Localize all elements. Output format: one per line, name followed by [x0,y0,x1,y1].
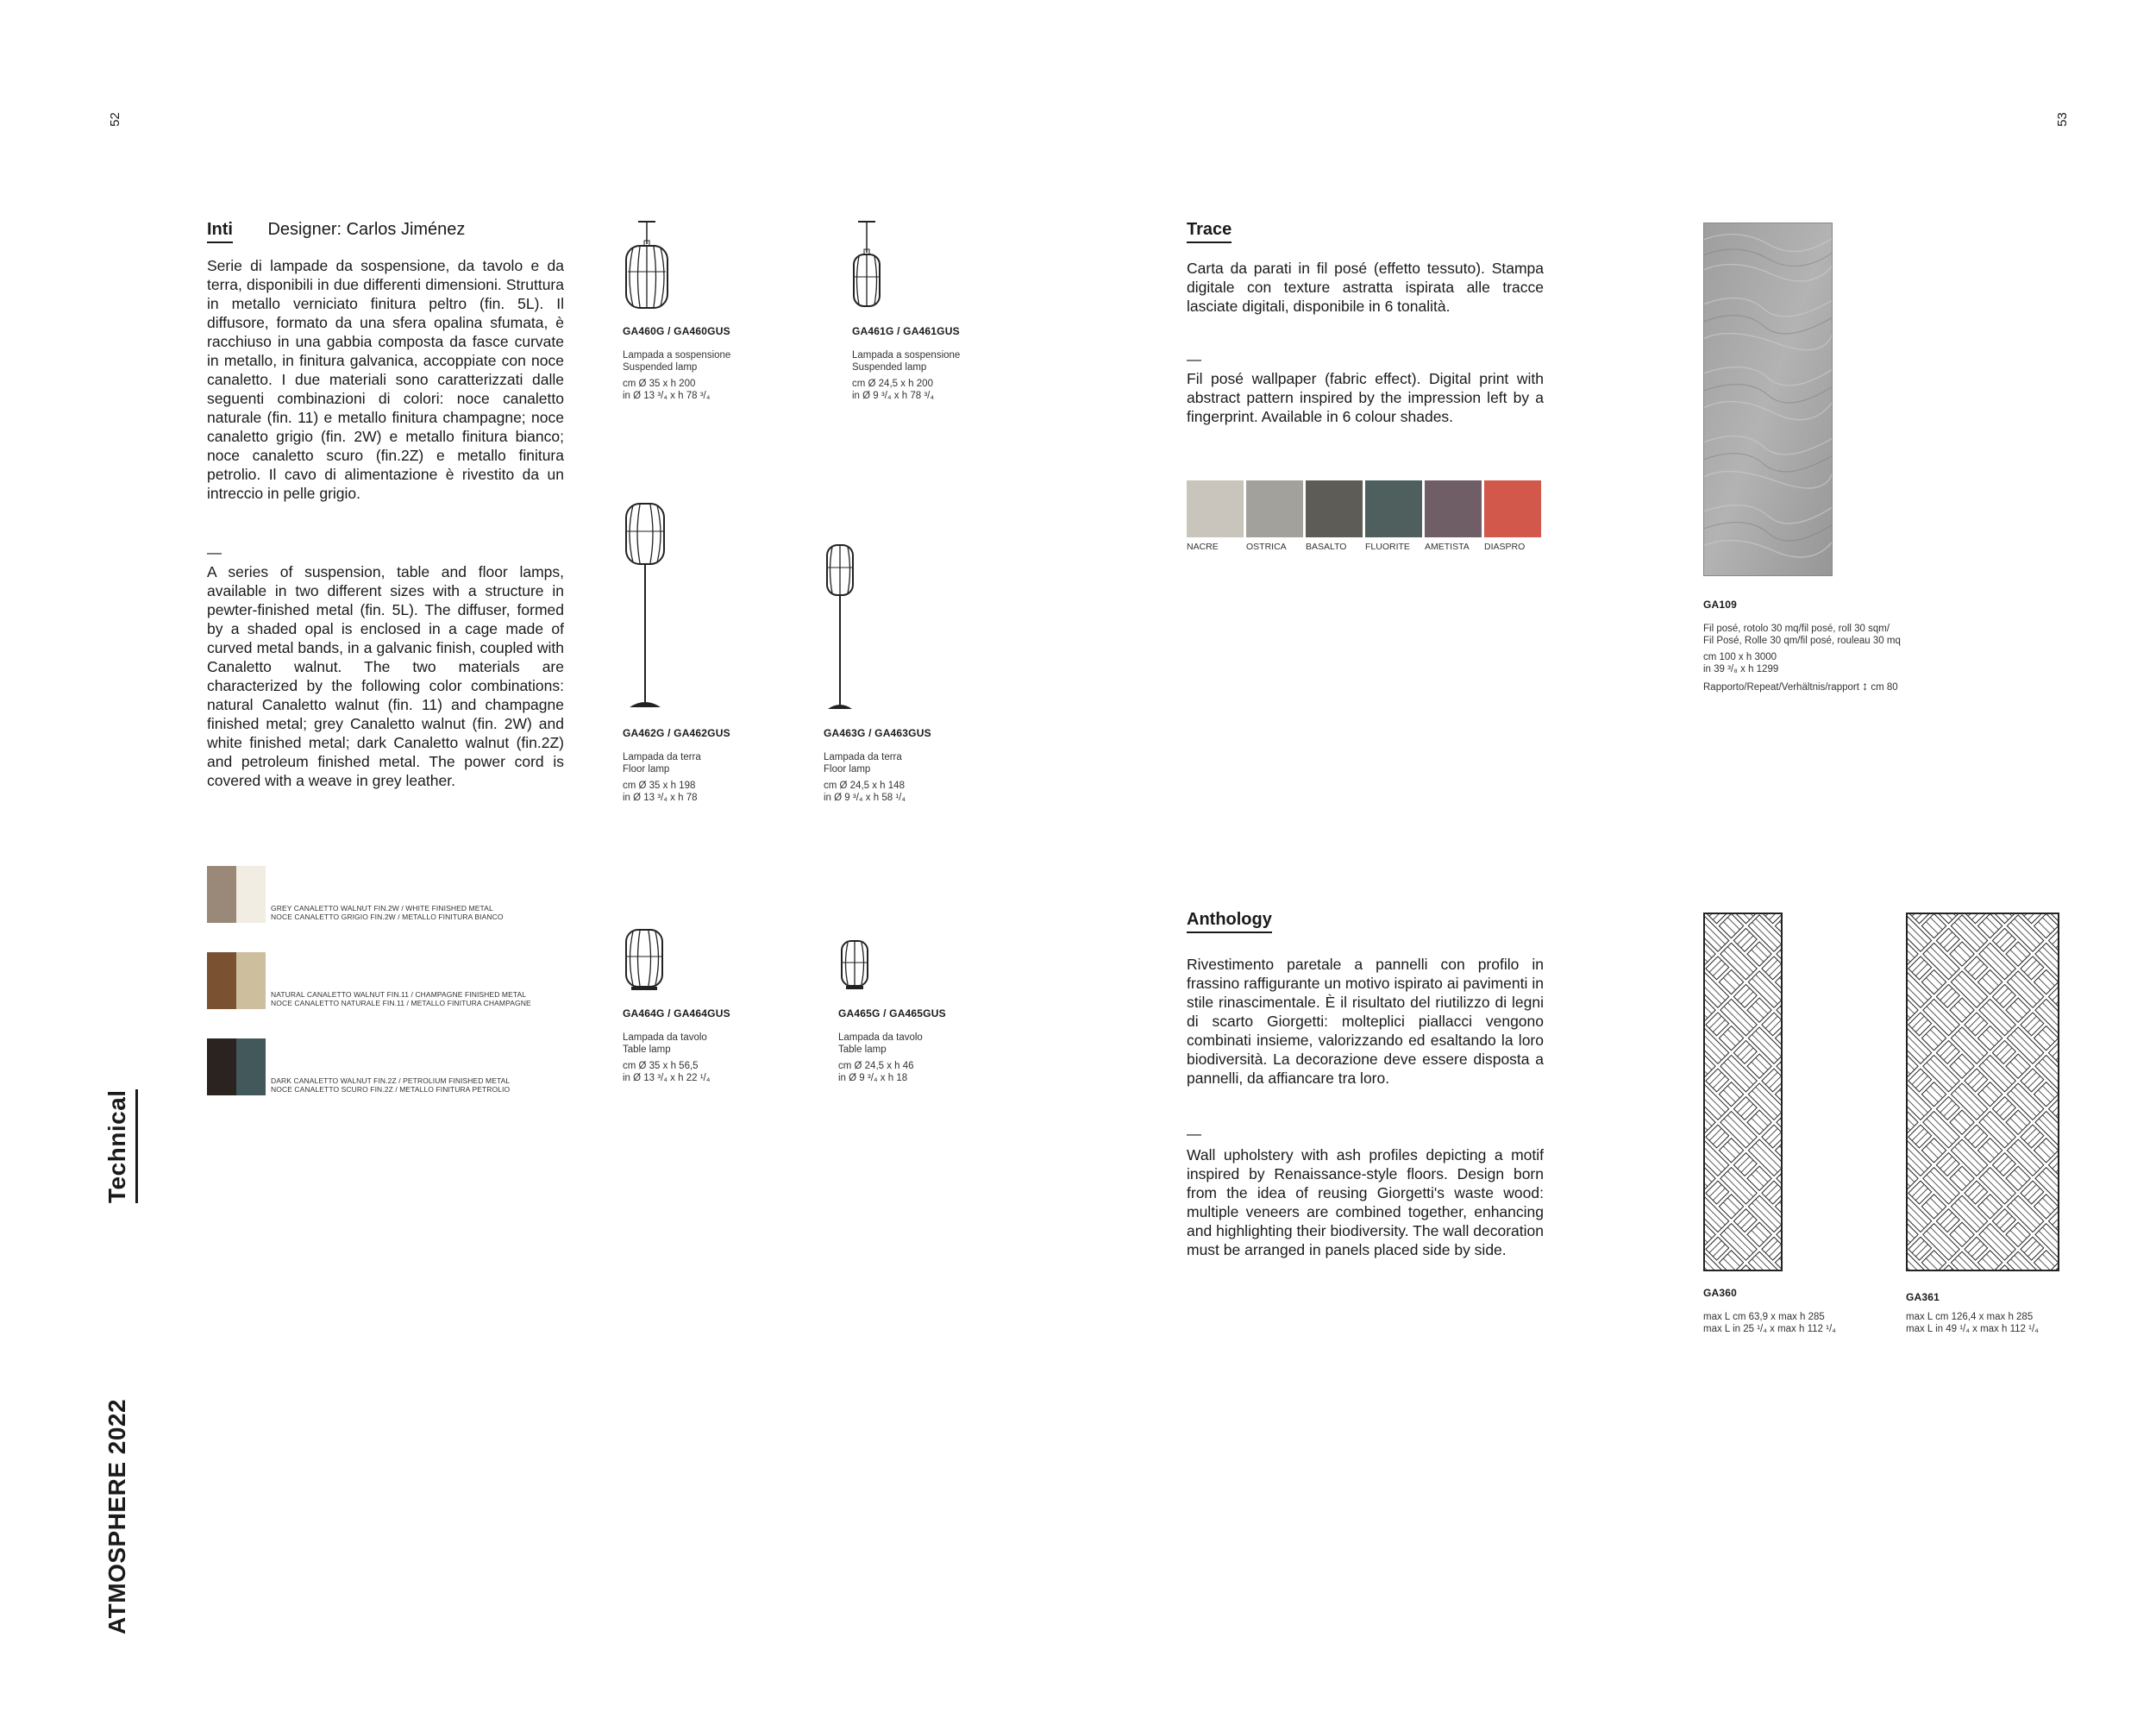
table-lamp-small-drawing [838,938,871,992]
suspended-lamp-small-drawing [849,220,884,310]
finish-metal-swatch [236,952,266,1009]
suspended-lamp-large-drawing [621,220,673,310]
finish-wood-swatch [207,952,236,1009]
page-number-right: 53 [2054,112,2070,127]
trace-description-en: Fil posé wallpaper (fabric effect). Digital print with abstract pattern inspired by the impression left by a fingerprint. Available in 6 colour shades. [1187,370,1544,425]
table-lamp-large-drawing [623,927,666,992]
color-swatch-nacre: NACRE [1187,480,1244,552]
inti-description-en: A series of suspension, table and floor lamps, available in two different sizes with a structure in pewter-finished metal (fin. 5L). The diffuser, formed by a shaded opal is enclosed in a cage made of curved metal bands, in a galvanic finish, coupled with Canaletto walnut. The two materials are characterized by the following color combinations: natural Canaletto walnut (fin. 11) and champagne finished metal; grey Canaletto walnut (fin. 2W) and white finished metal; dark Canaletto walnut (fin.2Z) and petroleum finished metal. The power cord is covered with a weave in grey leather. [207,563,564,789]
page-number-left: 52 [107,112,122,127]
inti-designer: Designer: Carlos Jiménez [267,220,466,239]
product-spec-ga109: GA109 Fil posé, rotolo 30 mq/fil posé, roll 30 sqm/ Fil Posé, Rolle 30 qm/fil posé, rouleau 30 mq cm 100 x h 3000 in 39 ³/₈ x h 1299 Rapporto/Repeat/Verhältnis/rapport ↕ cm 80 [1703,599,1901,693]
anthology-description-en: Wall upholstery with ash profiles depicting a motif inspired by Renaissance-style floors. Design born from the idea of reusing Giorgetti's waste wood: multiple veneers are combined together, enhancing and highlighting their biodiversity. The wall decoration must be arranged in panels placed side by side. [1187,1146,1544,1258]
section-label-technical: Technical [103,1089,131,1203]
anthology-separator: — [1187,1126,1201,1142]
finish-metal-swatch [236,866,266,923]
anthology-panel-ga360 [1703,913,1783,1271]
finish-metal-swatch [236,1038,266,1095]
anthology-description-it: Rivestimento paretale a pannelli con profilo in frassino raffigurante un motivo ispirato ai pavimenti in stile rinascimentale. È il risultato del riutilizzo di legni di scarto Giorgetti: molteplici piallacci vengono combinati insieme, valorizzando ed esaltando la loro biodiversità. La decorazione deve essere disposta a pannelli, da affiancare tra loro. [1187,956,1544,1087]
trace-description-it: Carta da parati in fil posé (effetto tessuto). Stampa digitale con texture astratta ispirata alle tracce lasciate digitali, disponibile in 6 tonalità. [1187,260,1544,315]
anthology-panel-ga361 [1906,913,2059,1271]
product-spec-ga460: GA460G / GA460GUS Lampada a sospensione Suspended lamp cm Ø 35 x h 200 in Ø 13 ³/₄ x h 78 ³/₄ [623,325,731,401]
finish-wood-swatch [207,1038,236,1095]
finish-label: NATURAL CANALETTO WALNUT FIN.11 / CHAMPAGNE FINISHED METAL NOCE CANALETTO NATURALE FIN.11 / METALLO FINITURA CHAMPAGNE [271,990,531,1007]
vertical-double-arrow-icon: ↕ [1862,679,1869,693]
color-swatch-fluorite: FLUORITE [1365,480,1422,552]
inti-title: Inti [207,220,233,243]
product-spec-ga464: GA464G / GA464GUS Lampada da tavolo Table lamp cm Ø 35 x h 56,5 in Ø 13 ³/₄ x h 22 ¹/₄ [623,1007,730,1083]
product-spec-ga465: GA465G / GA465GUS Lampada da tavolo Table lamp cm Ø 24,5 x h 46 in Ø 9 ³/₄ x h 18 [838,1007,946,1083]
product-spec-ga462: GA462G / GA462GUS Lampada da terra Floor lamp cm Ø 35 x h 198 in Ø 13 ³/₄ x h 78 [623,727,730,803]
product-spec-ga461: GA461G / GA461GUS Lampada a sospensione Suspended lamp cm Ø 24,5 x h 200 in Ø 9 ³/₄ x h 78 ³/₄ [852,325,961,401]
floor-lamp-large-drawing [619,500,671,712]
trace-title: Trace [1187,220,1232,243]
product-spec-ga463: GA463G / GA463GUS Lampada da terra Floor lamp cm Ø 24,5 x h 148 in Ø 9 ³/₄ x h 58 ¹/₄ [824,727,931,803]
inti-header [207,220,465,243]
trace-color-swatches [1187,480,1549,552]
floor-lamp-small-drawing [821,542,859,714]
finish-label: DARK CANALETTO WALNUT FIN.2Z / PETROLIUM FINISHED METAL NOCE CANALETTO SCURO FIN.2Z / METALLO FINITURA PETROLIO [271,1076,511,1094]
trace-separator: — [1187,351,1201,367]
trace-wallpaper-image [1703,223,1833,576]
finish-label: GREY CANALETTO WALNUT FIN.2W / WHITE FINISHED METAL NOCE CANALETTO GRIGIO FIN.2W / METALLO FINITURA BIANCO [271,904,504,921]
anthology-title: Anthology [1187,910,1272,933]
color-swatch-diaspro: DIASPRO [1484,480,1541,552]
color-swatch-ametista: AMETISTA [1425,480,1482,552]
inti-description-it: Serie di lampade da sospensione, da tavolo e da terra, disponibili in due differenti dimensioni. Struttura in metallo verniciato finitura peltro (fin. 5L). Il diffusore, formato da una sfera opalina sfumata, è racchiuso in una gabbia composta da fasce curvate in metallo, in finitura galvanica, accoppiate con noce canaletto. I due materiali sono caratterizzati dalle seguenti combinazioni di colori: noce canaletto naturale (fin. 11) e metallo finitura champagne; noce canaletto grigio (fin. 2W) e metallo finitura bianco; noce canaletto scuro (fin.2Z) e metallo finitura petrolio. Il cavo di alimentazione è rivestito da un intreccio in pelle grigio. [207,257,564,502]
catalogue-title: ATMOSPHERE 2022 [103,1398,130,1634]
product-spec-ga361: GA361 max L cm 126,4 x max h 285 max L in 49 ¹/₄ x max h 112 ¹/₄ [1906,1291,2039,1334]
finish-wood-swatch [207,866,236,923]
product-spec-ga360: GA360 max L cm 63,9 x max h 285 max L in 25 ¹/₄ x max h 112 ¹/₄ [1703,1287,1836,1334]
color-swatch-basalto: BASALTO [1306,480,1363,552]
color-swatch-ostrica: OSTRICA [1246,480,1303,552]
inti-separator: — [207,544,222,561]
